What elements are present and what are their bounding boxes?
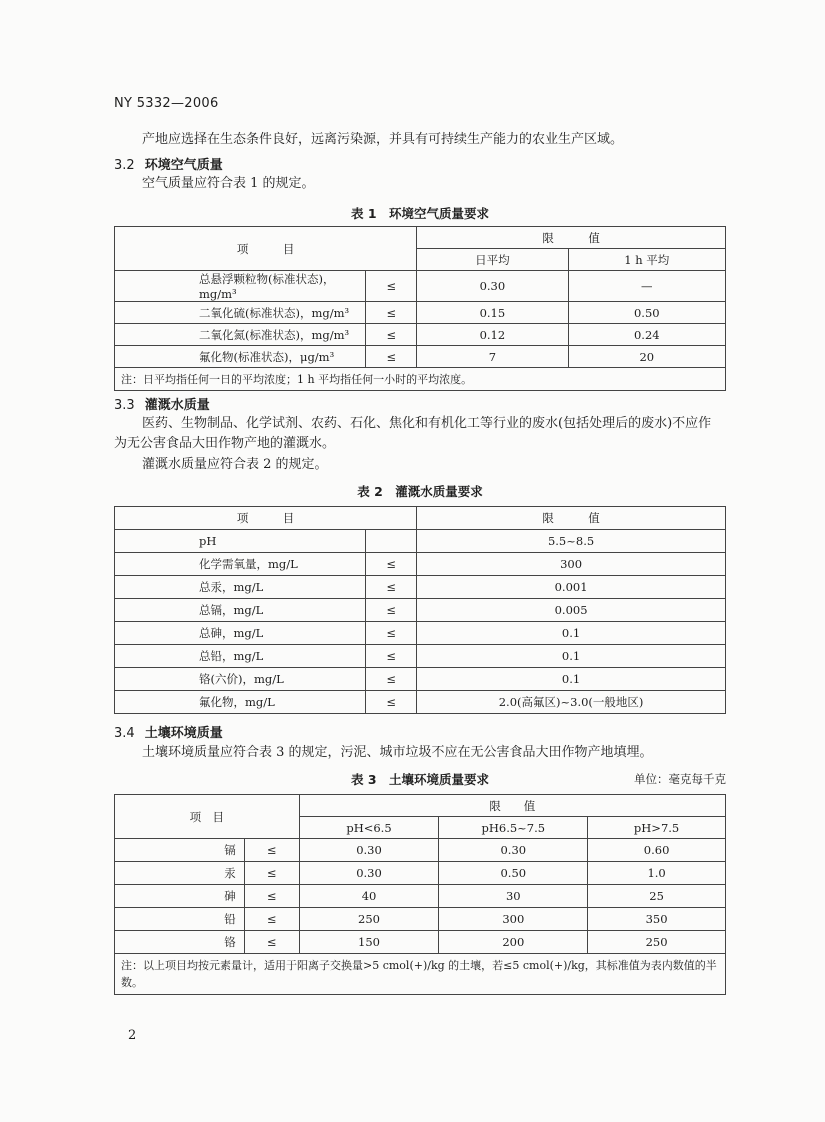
table3-value: 250 <box>299 908 439 931</box>
le-sign: ≤ <box>366 599 417 622</box>
document-code: NY 5332—2006 <box>114 96 219 111</box>
table2-value: 0.1 <box>417 668 726 691</box>
le-sign: ≤ <box>366 324 417 346</box>
table3-value: 350 <box>588 908 726 931</box>
table3-header-col: pH<6.5 <box>299 817 439 839</box>
table-row <box>115 839 726 862</box>
page-number: 2 <box>128 1028 137 1043</box>
table2-item: 总汞，mg/L <box>115 576 366 599</box>
table2-header-limit: 限 值 <box>417 507 726 530</box>
table3-item: 汞 <box>115 862 245 885</box>
table-row <box>115 931 726 954</box>
table3-item: 铅 <box>115 908 245 931</box>
table1-hourly: 20 <box>568 346 725 368</box>
table3-note: 注：以上项目均按元素量计，适用于阳离子交换量>5 cmol(+)/kg 的土壤，若≤5 cmol(+)/kg，其标准值为表内数值的半数。 <box>115 954 726 995</box>
table1-daily: 0.15 <box>417 302 568 324</box>
table2-value: 0.1 <box>417 645 726 668</box>
table1-header-hourly: 1 h 平均 <box>568 249 725 271</box>
table-row <box>115 553 726 576</box>
section-3-3-para1a: 医药、生物制品、化学试剂、农药、石化、焦化和有机化工等行业的废水(包括处理后的废水)不应作 <box>142 416 712 431</box>
table-row <box>115 622 726 645</box>
table3-item: 砷 <box>115 885 245 908</box>
table-row <box>115 908 726 931</box>
table1-header-daily: 日平均 <box>417 249 568 271</box>
table2-caption: 表 2 灌溉水质量要求 <box>357 484 483 499</box>
intro-paragraph: 产地应选择在生态条件良好，远离污染源，并具有可持续生产能力的农业生产区域。 <box>142 132 624 147</box>
table3-value: 1.0 <box>588 862 726 885</box>
table1-item: 氟化物(标准状态)，μg/m³ <box>115 346 366 368</box>
table2-value: 0.005 <box>417 599 726 622</box>
table2-value: 5.5~8.5 <box>417 530 726 553</box>
table2-item: 氟化物，mg/L <box>115 691 366 714</box>
table1-hourly: 0.50 <box>568 302 725 324</box>
section-3-2-text: 空气质量应符合表 1 的规定。 <box>142 176 315 191</box>
le-sign: ≤ <box>366 645 417 668</box>
le-sign: ≤ <box>244 931 299 954</box>
table3-value: 150 <box>299 931 439 954</box>
table1-note: 注：日平均指任何一日的平均浓度；1 h 平均指任何一小时的平均浓度。 <box>115 368 726 391</box>
table2-value: 300 <box>417 553 726 576</box>
table3-value: 40 <box>299 885 439 908</box>
table-row <box>115 885 726 908</box>
table3-value: 25 <box>588 885 726 908</box>
table1-caption-wrap <box>114 204 726 222</box>
table-row <box>115 668 726 691</box>
table-row <box>115 645 726 668</box>
table2-value: 0.1 <box>417 622 726 645</box>
table1-hourly: — <box>568 271 725 302</box>
table1-hourly: 0.24 <box>568 324 725 346</box>
table3 <box>114 794 726 995</box>
table-row <box>115 302 726 324</box>
section-number: 3.4 <box>114 726 135 741</box>
table-row <box>115 271 726 302</box>
section-number: 3.2 <box>114 158 135 173</box>
table1-item: 二氧化硫(标准状态)，mg/m³ <box>115 302 366 324</box>
table1-item: 总悬浮颗粒物(标准状态)，mg/m³ <box>115 271 366 302</box>
table3-value: 300 <box>439 908 588 931</box>
table-row <box>115 691 726 714</box>
table-row <box>115 576 726 599</box>
le-sign: ≤ <box>244 862 299 885</box>
table-row <box>115 530 726 553</box>
table2-item: pH <box>115 530 366 553</box>
le-sign: ≤ <box>366 576 417 599</box>
section-3-4-text: 土壤环境质量应符合表 3 的规定，污泥、城市垃圾不应在无公害食品大田作物产地填埋。 <box>142 745 653 760</box>
table3-item: 镉 <box>115 839 245 862</box>
table3-caption: 表 3 土壤环境质量要求 <box>350 772 490 787</box>
table2-item: 铬(六价)，mg/L <box>115 668 366 691</box>
section-3-4-heading <box>114 722 223 741</box>
section-title: 灌溉水质量 <box>144 398 210 413</box>
section-3-3-para2: 灌溉水质量应符合表 2 的规定。 <box>142 457 328 472</box>
table1-header-limit: 限 值 <box>417 227 726 249</box>
le-sign: ≤ <box>244 885 299 908</box>
table1-item: 二氧化氮(标准状态)，mg/m³ <box>115 324 366 346</box>
table3-item: 铬 <box>115 931 245 954</box>
table2 <box>114 506 726 714</box>
table-row <box>115 862 726 885</box>
table3-header-limit: 限 值 <box>299 795 725 817</box>
table2-value: 0.001 <box>417 576 726 599</box>
table1-caption: 表 1 环境空气质量要求 <box>350 206 490 221</box>
table3-value: 0.30 <box>299 862 439 885</box>
table1-header-item: 项 目 <box>115 227 417 271</box>
le-sign: ≤ <box>244 839 299 862</box>
table3-caption-wrap <box>114 770 726 788</box>
section-3-3-para1b: 为无公害食品大田作物产地的灌溉水。 <box>114 436 336 451</box>
section-3-2-heading <box>114 154 223 173</box>
table2-item: 总镉，mg/L <box>115 599 366 622</box>
le-sign: ≤ <box>366 346 417 368</box>
table1-daily: 7 <box>417 346 568 368</box>
table1 <box>114 226 726 391</box>
table-row <box>115 599 726 622</box>
table3-value: 250 <box>588 931 726 954</box>
section-number: 3.3 <box>114 398 135 413</box>
table-row <box>115 324 726 346</box>
table2-header-item: 项 目 <box>115 507 417 530</box>
table3-value: 0.60 <box>588 839 726 862</box>
table3-header-item: 项 目 <box>115 795 300 839</box>
table2-value: 2.0(高氟区)~3.0(一般地区) <box>417 691 726 714</box>
table3-header-col: pH>7.5 <box>588 817 726 839</box>
table1-daily: 0.12 <box>417 324 568 346</box>
le-sign: ≤ <box>366 271 417 302</box>
table2-item: 总砷，mg/L <box>115 622 366 645</box>
section-title: 环境空气质量 <box>144 158 223 173</box>
table3-value: 200 <box>439 931 588 954</box>
section-3-3-heading <box>114 394 210 413</box>
table2-item: 总铅，mg/L <box>115 645 366 668</box>
table2-item: 化学需氧量，mg/L <box>115 553 366 576</box>
table3-value: 0.50 <box>439 862 588 885</box>
table2-caption-wrap <box>114 482 726 500</box>
section-title: 土壤环境质量 <box>144 726 223 741</box>
table3-header-col: pH6.5~7.5 <box>439 817 588 839</box>
table-row <box>115 346 726 368</box>
le-sign: ≤ <box>366 622 417 645</box>
table3-value: 30 <box>439 885 588 908</box>
table3-value: 0.30 <box>439 839 588 862</box>
table1-daily: 0.30 <box>417 271 568 302</box>
le-sign: ≤ <box>366 302 417 324</box>
le-sign: ≤ <box>366 668 417 691</box>
table3-unit: 单位：毫克每千克 <box>634 772 726 786</box>
le-sign: ≤ <box>366 553 417 576</box>
le-sign: ≤ <box>366 691 417 714</box>
le-sign <box>366 530 417 553</box>
table3-value: 0.30 <box>299 839 439 862</box>
le-sign: ≤ <box>244 908 299 931</box>
